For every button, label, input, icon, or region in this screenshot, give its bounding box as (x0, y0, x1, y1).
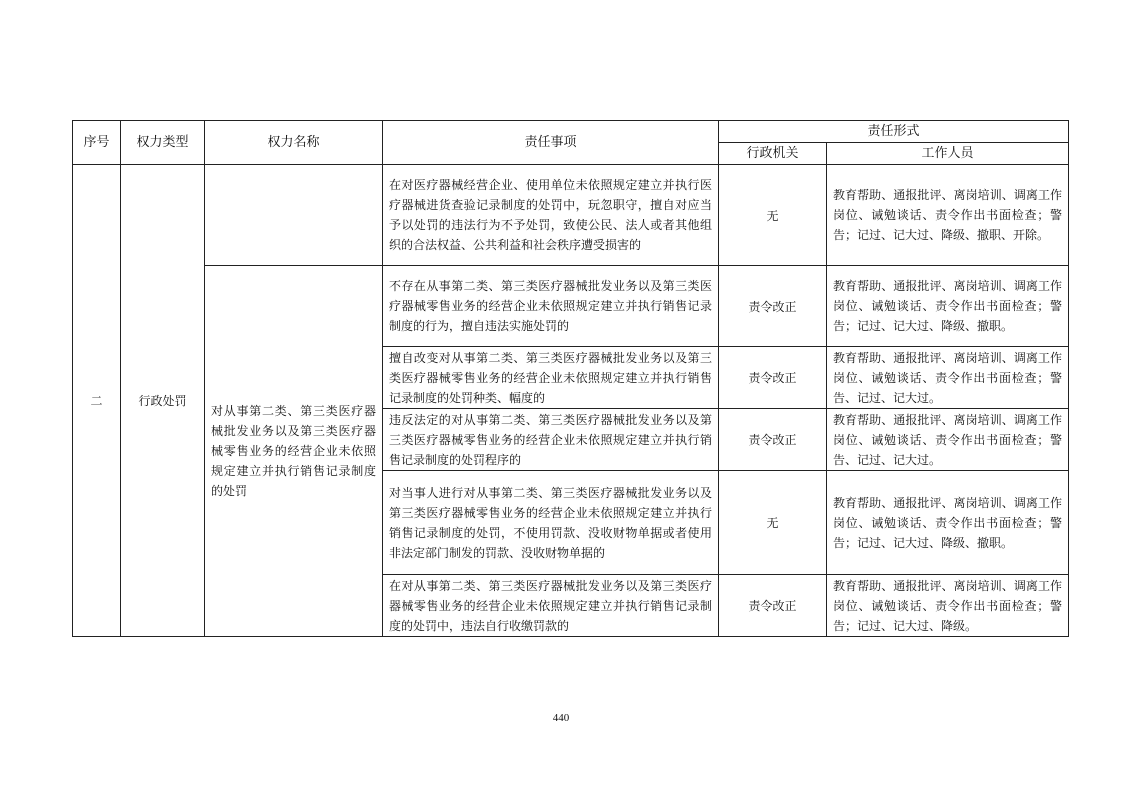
staff-cell: 教育帮助、通报批评、离岗培训、调离工作岗位、诫勉谈话、责令作出书面检查；警告；记过、记大过、降级、撤职。 (827, 266, 1069, 347)
power-name-cell: 对从事第二类、第三类医疗器械批发业务以及第三类医疗器械零售业务的经营企业未依照规定建立并执行销售记录制度的处罚 (205, 266, 383, 637)
staff-cell: 教育帮助、通报批评、离岗培训、调离工作岗位、诫勉谈话、责令作出书面检查；警告；记过、记大过、降级、撤职、开除。 (827, 165, 1069, 266)
matter-cell: 在对从事第二类、第三类医疗器械批发业务以及第三类医疗器械零售业务的经营企业未依照规定建立并执行销售记录制度的处罚中，违法自行收缴罚款的 (383, 575, 719, 637)
header-power-type: 权力类型 (121, 121, 205, 165)
staff-cell: 教育帮助、通报批评、离岗培训、调离工作岗位、诫勉谈话、责令作出书面检查；警告；记过、记大过、降级、撤职。 (827, 471, 1069, 575)
power-type-cell: 行政处罚 (121, 165, 205, 637)
page-number: 440 (552, 712, 570, 724)
matter-cell: 对当事人进行对从事第二类、第三类医疗器械批发业务以及第三类医疗器械零售业务的经营企业未依照规定建立并执行销售记录制度的处罚，不使用罚款、没收财物单据或者使用非法定部门制发的罚款、没收财物单据的 (383, 471, 719, 575)
staff-cell: 教育帮助、通报批评、离岗培训、调离工作岗位、诫勉谈话、责令作出书面检查；警告、记过、记大过。 (827, 409, 1069, 471)
org-cell: 责令改正 (719, 575, 827, 637)
table-row (73, 165, 1069, 266)
org-cell: 无 (719, 471, 827, 575)
org-cell: 责令改正 (719, 409, 827, 471)
matter-cell: 不存在从事第二类、第三类医疗器械批发业务以及第三类医疗器械零售业务的经营企业未依照规定建立并执行销售记录制度的行为，擅自违法实施处罚的 (383, 266, 719, 347)
seq-cell: 二 (73, 165, 121, 637)
header-power-name: 权力名称 (205, 121, 383, 165)
header-org: 行政机关 (719, 143, 827, 165)
matter-cell: 违反法定的对从事第二类、第三类医疗器械批发业务以及第三类医疗器械零售业务的经营企业未依照规定建立并执行销售记录制度的处罚程序的 (383, 409, 719, 471)
power-name-cell-empty (205, 165, 383, 266)
org-cell: 责令改正 (719, 347, 827, 409)
org-cell: 责令改正 (719, 266, 827, 347)
header-row-1 (73, 121, 1069, 143)
staff-cell: 教育帮助、通报批评、离岗培训、调离工作岗位、诫勉谈话、责令作出书面检查；警告、记过、记大过。 (827, 347, 1069, 409)
staff-cell: 教育帮助、通报批评、离岗培训、调离工作岗位、诫勉谈话、责令作出书面检查；警告；记过、记大过、降级。 (827, 575, 1069, 637)
header-form: 责任形式 (719, 121, 1069, 143)
responsibility-table (72, 120, 1069, 637)
org-cell: 无 (719, 165, 827, 266)
header-seq: 序号 (73, 121, 121, 165)
table-row (73, 266, 1069, 347)
header-matter: 责任事项 (383, 121, 719, 165)
matter-cell: 在对医疗器械经营企业、使用单位未依照规定建立并执行医疗器械进货查验记录制度的处罚中，玩忽职守，擅自对应当予以处罚的违法行为不予处罚，致使公民、法人或者其他组织的合法权益、公共利益和社会秩序遭受损害的 (383, 165, 719, 266)
matter-cell: 擅自改变对从事第二类、第三类医疗器械批发业务以及第三类医疗器械零售业务的经营企业未依照规定建立并执行销售记录制度的处罚种类、幅度的 (383, 347, 719, 409)
header-staff: 工作人员 (827, 143, 1069, 165)
